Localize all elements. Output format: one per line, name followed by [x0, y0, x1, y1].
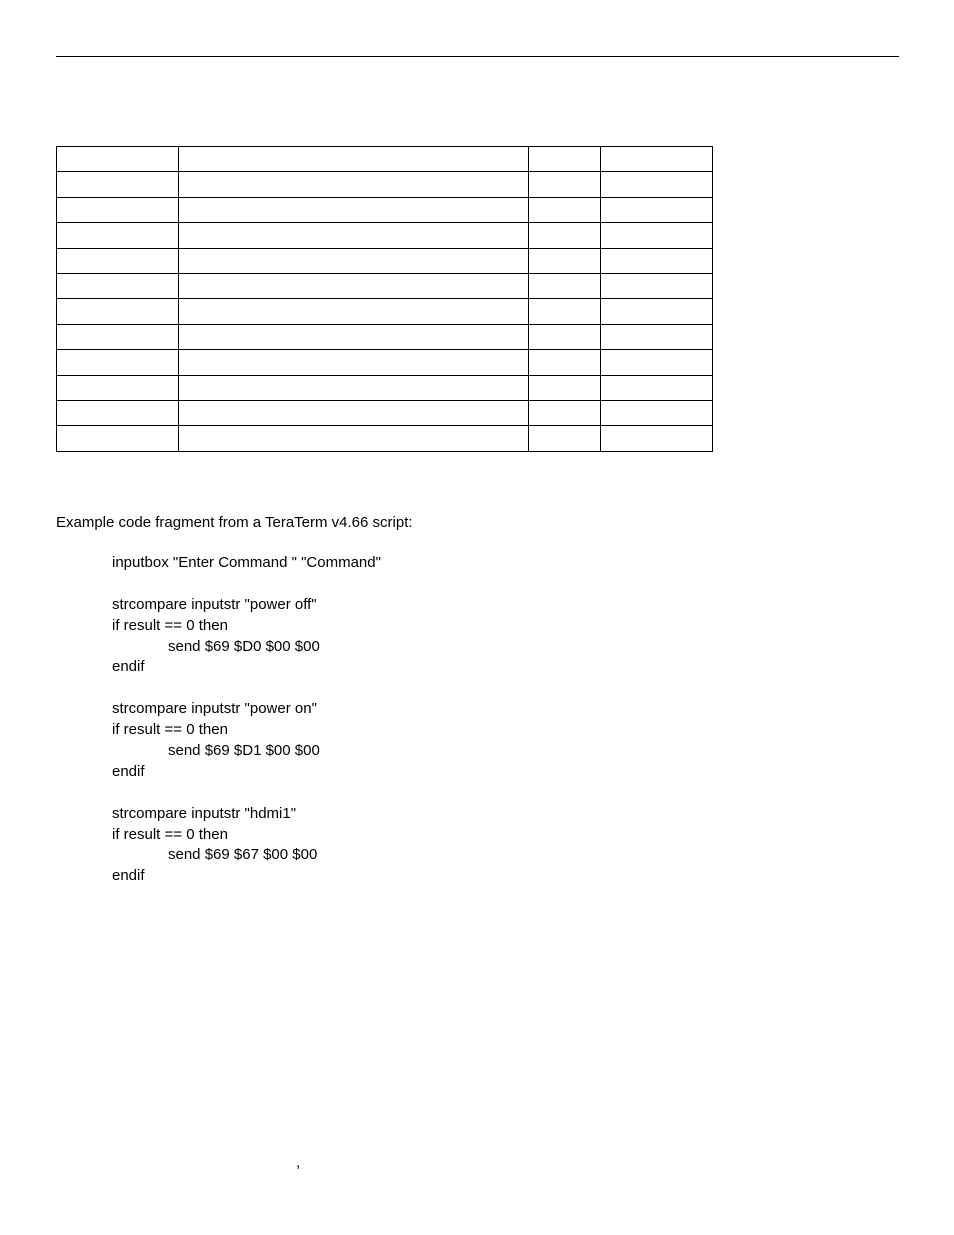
- table-cell: [529, 426, 601, 451]
- table-cell: [601, 426, 713, 451]
- table-cell: [601, 172, 713, 197]
- table-cell: [601, 197, 713, 222]
- table-cell: [601, 147, 713, 172]
- table-row: [57, 375, 713, 400]
- header-rule: [56, 56, 899, 57]
- table-row: [57, 299, 713, 324]
- code-line: send $69 $67 $00 $00: [168, 846, 318, 864]
- code-line: [112, 574, 381, 595]
- table-row: [57, 172, 713, 197]
- table-cell: [179, 223, 529, 248]
- table-row: [57, 223, 713, 248]
- table-cell: [601, 273, 713, 298]
- table-row: [57, 197, 713, 222]
- table-cell: [529, 324, 601, 349]
- table-cell: [179, 375, 529, 400]
- table-cell: [179, 324, 529, 349]
- table-cell: [529, 273, 601, 298]
- command-table: [56, 146, 713, 452]
- table-cell: [179, 147, 529, 172]
- table-cell: [529, 172, 601, 197]
- code-line: endif: [112, 658, 145, 676]
- table-row: [57, 350, 713, 375]
- table-cell: [601, 248, 713, 273]
- table-cell: [529, 147, 601, 172]
- code-line: [112, 678, 381, 699]
- table-row: [57, 324, 713, 349]
- table-cell: [57, 324, 179, 349]
- table-cell: [57, 197, 179, 222]
- table-cell: [529, 299, 601, 324]
- code-line: strcompare inputstr "power off": [112, 595, 317, 613]
- table-row: [57, 273, 713, 298]
- table-row: [57, 147, 713, 172]
- code-line: strcompare inputstr "power on": [112, 700, 317, 718]
- table-row: [57, 248, 713, 273]
- table-cell: [57, 375, 179, 400]
- code-line: endif: [112, 867, 145, 885]
- table-cell: [529, 400, 601, 425]
- table-cell: [179, 273, 529, 298]
- table-cell: [57, 299, 179, 324]
- code-fragment: [112, 553, 381, 887]
- table-cell: [529, 375, 601, 400]
- table-cell: [179, 426, 529, 451]
- code-line: send $69 $D1 $00 $00: [168, 742, 320, 760]
- table-cell: [601, 223, 713, 248]
- code-line: [112, 783, 381, 804]
- table-cell: [529, 248, 601, 273]
- table-cell: [57, 273, 179, 298]
- table-cell: [601, 400, 713, 425]
- table-cell: [57, 426, 179, 451]
- table-cell: [601, 350, 713, 375]
- example-intro-text: Example code fragment from a TeraTerm v4.66 script:: [56, 514, 413, 531]
- table-cell: [179, 172, 529, 197]
- table-cell: [57, 248, 179, 273]
- table-cell: [529, 197, 601, 222]
- code-line: strcompare inputstr "hdmi1": [112, 804, 297, 822]
- code-line: if result == 0 then: [112, 825, 228, 843]
- table-cell: [57, 223, 179, 248]
- table-row: [57, 400, 713, 425]
- table-cell: [179, 400, 529, 425]
- code-line: send $69 $D0 $00 $00: [168, 637, 320, 655]
- table-cell: [179, 299, 529, 324]
- table-cell: [179, 350, 529, 375]
- table-cell: [529, 350, 601, 375]
- table-cell: [179, 248, 529, 273]
- code-line: inputbox "Enter Command " "Command": [112, 554, 381, 571]
- code-line: endif: [112, 762, 145, 780]
- table-cell: [601, 299, 713, 324]
- table-cell: [601, 324, 713, 349]
- table-cell: [57, 147, 179, 172]
- table-cell: [57, 350, 179, 375]
- table-row: [57, 426, 713, 451]
- footer-mark: ,: [296, 1154, 301, 1171]
- table-cell: [601, 375, 713, 400]
- command-table-body: [57, 147, 713, 452]
- table-cell: [529, 223, 601, 248]
- table-cell: [179, 197, 529, 222]
- code-line: if result == 0 then: [112, 721, 228, 739]
- table-cell: [57, 400, 179, 425]
- code-line: if result == 0 then: [112, 616, 228, 634]
- table-cell: [57, 172, 179, 197]
